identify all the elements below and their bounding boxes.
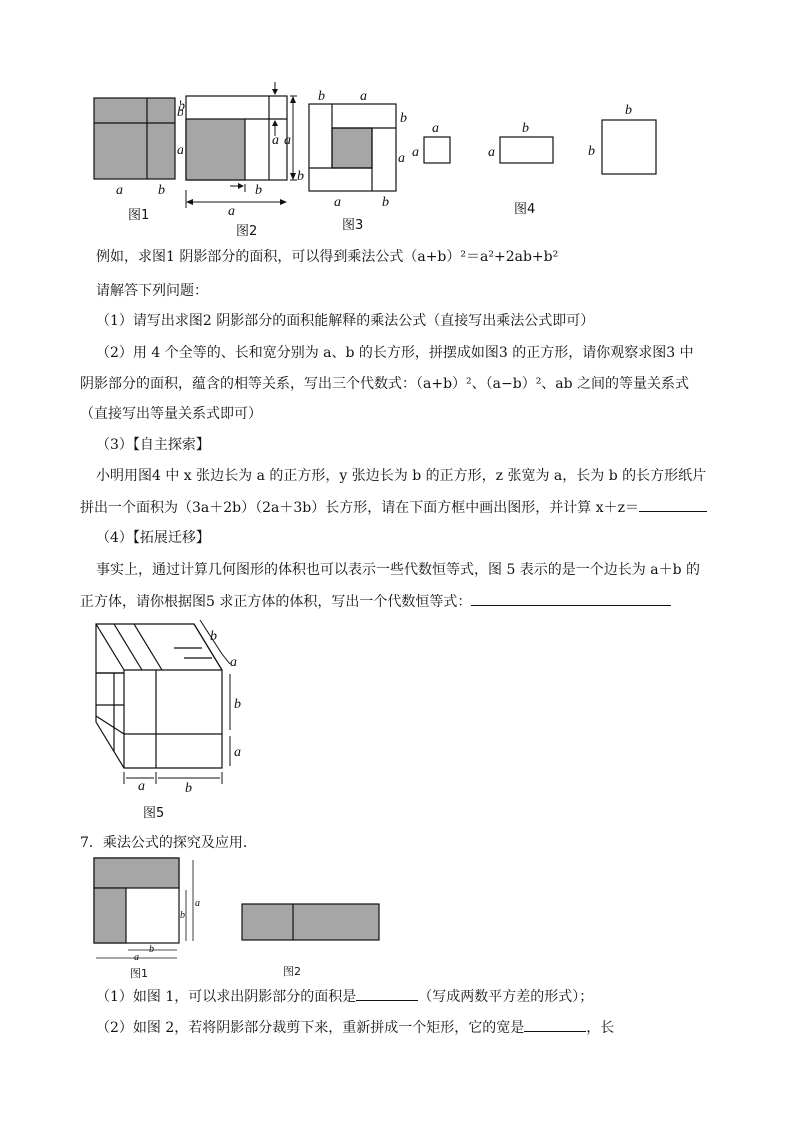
fig3-label-b-br: b bbox=[382, 195, 389, 210]
p7-fig1-label-b-bottom: b bbox=[149, 944, 154, 955]
question-3-line-2 bbox=[80, 497, 707, 518]
answer-blank-area[interactable] bbox=[356, 986, 418, 1001]
fig4-label-b-sq-left: b bbox=[588, 144, 595, 159]
fig4-label-b-sq-top: b bbox=[625, 103, 632, 118]
fig5-caption: 图5 bbox=[143, 806, 165, 821]
answer-blank-identity[interactable] bbox=[471, 591, 671, 606]
fig2-label-a-left: a bbox=[272, 133, 279, 148]
answer-blank-x-plus-z[interactable] bbox=[639, 497, 707, 512]
fig4-label-a-small-left: a bbox=[412, 145, 419, 160]
figure-2 bbox=[180, 80, 310, 219]
fig1-caption: 图1 bbox=[128, 208, 150, 223]
fig3-label-a-bl: a bbox=[334, 195, 341, 210]
question-2-line-2: 阴影部分的面积，蕴含的相等关系，写出三个代数式：（a+b）²、（a−b）²、ab 之间的等量关系式 bbox=[80, 376, 690, 392]
p7-fig1-label-a-bottom: a bbox=[134, 952, 139, 963]
problem-7-figure-2 bbox=[240, 902, 385, 948]
problem-7-question-2 bbox=[96, 1017, 614, 1038]
question-4-line-2 bbox=[80, 591, 671, 612]
figure-3 bbox=[300, 86, 420, 218]
p7-q1-text-end: （写成两数平方差的形式）； bbox=[418, 989, 594, 1005]
question-4-line-1: 事实上，通过计算几何图形的体积也可以表示一些代数恒等式，图 5 表示的是一个边长为 a＋b 的 bbox=[96, 562, 701, 578]
fig3-label-b-tr: b bbox=[400, 111, 407, 126]
question-3-line-1: 小明用图4 中 x 张边长为 a 的正方形，y 张边长为 b 的正方形，z 张宽为 a，长为 b 的长方形纸片 bbox=[96, 468, 707, 484]
p7-fig1-label-a-right: a bbox=[195, 898, 200, 909]
problem-7-question-1 bbox=[96, 986, 593, 1007]
fig2-caption: 图2 bbox=[236, 224, 258, 239]
p7-fig1-label-b-right: b bbox=[180, 910, 185, 921]
fig1-label-b-bottom: b bbox=[158, 183, 165, 198]
fig1-label-a-bottom: a bbox=[116, 183, 123, 198]
fig4-label-a-rect-left: a bbox=[488, 145, 495, 160]
fig5-label-a-top: a bbox=[230, 655, 237, 670]
question-3-line-2-text: 拼出一个面积为（3a＋2b）（2a＋3b）长方形，请在下面方框中画出图形，并计算 x＋z＝ bbox=[80, 500, 639, 516]
p7-fig2-caption: 图2 bbox=[283, 965, 301, 978]
fig5-label-a-right: a bbox=[234, 745, 241, 760]
instruction-text: 请解答下列问题： bbox=[96, 283, 208, 299]
fig5-label-b-bottom: b bbox=[185, 781, 192, 796]
fig2-label-a-bottom: a bbox=[228, 204, 235, 215]
p7-q1-text-start: （1）如图 1，可以求出阴影部分的面积是 bbox=[96, 989, 357, 1005]
figure-4 bbox=[410, 100, 670, 184]
figure-1 bbox=[88, 94, 183, 208]
question-4-line-2-text: 正方体，请你根据图5 求正方体的体积，写出一个代数恒等式： bbox=[80, 594, 472, 610]
answer-blank-width[interactable] bbox=[524, 1017, 586, 1032]
question-2-line-3: （直接写出等量关系式即可） bbox=[80, 406, 262, 422]
question-3-title: （3）【自主探索】 bbox=[96, 437, 210, 453]
fig2-label-b-right: b bbox=[297, 169, 304, 184]
fig2-label-b-top bbox=[180, 99, 185, 114]
p7-q2-text-end: ，长 bbox=[586, 1020, 615, 1036]
problem-7-title: 7．乘法公式的探究及应用． bbox=[80, 835, 257, 851]
fig4-label-b-rect-top: b bbox=[522, 121, 529, 136]
fig3-caption: 图3 bbox=[342, 218, 364, 233]
fig5-label-a-bottom: a bbox=[138, 779, 145, 794]
fig4-caption: 图4 bbox=[514, 202, 536, 217]
fig3-label-a-left: a bbox=[398, 151, 405, 166]
fig4-label-a-small-top: a bbox=[432, 121, 439, 136]
p7-q2-text-start: （2）如图 2，若将阴影部分裁剪下来，重新拼成一个矩形，它的宽是 bbox=[96, 1020, 525, 1036]
figure-5-cube bbox=[88, 618, 253, 802]
fig5-label-b-top: b bbox=[210, 629, 217, 644]
fig2-label-b-bottom: b bbox=[255, 183, 262, 198]
fig2-label-a-right: a bbox=[284, 133, 291, 148]
question-2-line-1: （2）用 4 个全等的、长和宽分别为 a、b 的长方形，拼摆成如图3 的正方形，请你观察求图3 中 bbox=[96, 345, 694, 361]
fig3-label-b-tl: b bbox=[318, 89, 325, 104]
problem-7-figure-1 bbox=[88, 856, 218, 972]
question-1: （1）请写出求图2 阴影部分的面积能解释的乘法公式（直接写出乘法公式即可） bbox=[96, 313, 595, 329]
p7-fig1-caption: 图1 bbox=[130, 967, 148, 980]
question-4-title: （4）【拓展迁移】 bbox=[96, 530, 210, 546]
fig5-label-b-right: b bbox=[234, 697, 241, 712]
fig3-label-a-top: a bbox=[360, 89, 367, 104]
example-text: 例如，求图1 阴影部分的面积，可以得到乘法公式（a+b）²＝a²+2ab+b² bbox=[96, 249, 559, 265]
